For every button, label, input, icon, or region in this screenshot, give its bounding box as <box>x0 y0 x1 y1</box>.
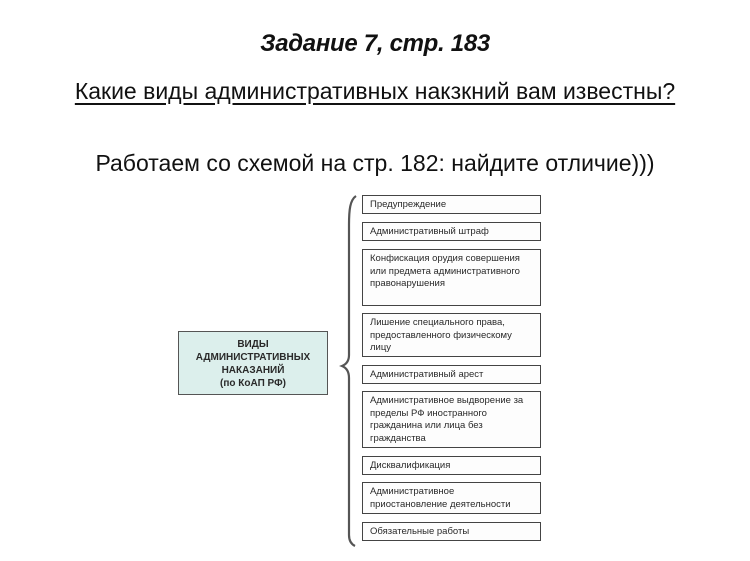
root-box <box>178 331 328 395</box>
root-line-4: (по КоАП РФ) <box>220 378 286 389</box>
root-line-2: АДМИНИСТРАТИВНЫХ <box>195 352 311 363</box>
penalty-confiscation: Конфискация орудия совершения или предмета административного правонарушения <box>362 249 541 306</box>
question-underlined: Какие виды административных накзкний вам известны? <box>74 78 676 104</box>
penalty-warning: Предупреждение <box>362 195 541 214</box>
penalty-fine: Административный штраф <box>362 222 541 241</box>
penalty-disqualification: Дисквалификация <box>362 456 541 475</box>
penalty-mandatory-work: Обязательные работы <box>362 522 541 541</box>
slide-title: Задание 7, стр. 183 <box>260 30 490 57</box>
penalty-arrest: Административный арест <box>362 365 541 384</box>
task-text: Работаем со схемой на стр. 182: найдите отличие))) <box>95 150 655 176</box>
penalty-deprivation-of-right: Лишение специального права, предоставленного физическому лицу <box>362 313 541 357</box>
penalty-expulsion: Административное выдворение за пределы РФ иностранного гражданина или лица без гражданства <box>362 391 541 448</box>
penalty-suspension: Административное приостановление деятельности <box>362 482 541 514</box>
root-line-3: НАКАЗАНИЙ <box>221 365 285 376</box>
root-line-1: ВИДЫ <box>237 339 269 350</box>
